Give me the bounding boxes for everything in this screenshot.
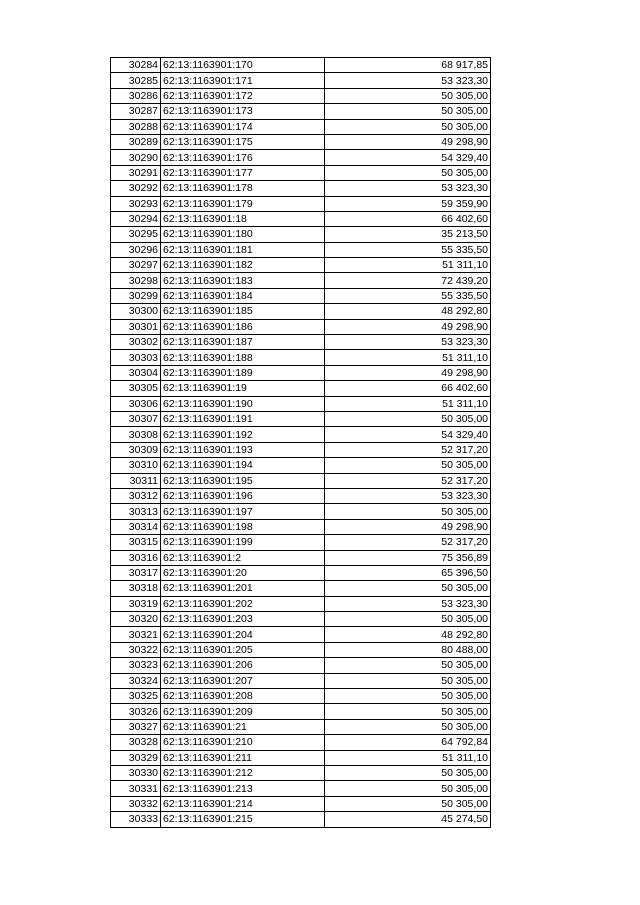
cadastral-value-cell: 50 305,00 (325, 796, 491, 811)
cadastral-value-cell: 66 402,60 (325, 211, 491, 226)
row-number-cell: 30306 (111, 396, 161, 411)
row-number-cell: 30298 (111, 273, 161, 288)
row-number-cell: 30320 (111, 612, 161, 627)
cadastral-number-cell: 62:13:1163901:199 (161, 535, 325, 550)
table-row (111, 119, 491, 134)
cadastral-number-cell: 62:13:1163901:208 (161, 689, 325, 704)
cadastral-value-cell: 45 274,50 (325, 812, 491, 827)
cadastral-value-cell: 49 298,90 (325, 319, 491, 334)
cadastral-value-cell: 65 396,50 (325, 565, 491, 580)
cadastral-value-cell: 50 305,00 (325, 411, 491, 426)
table-row (111, 196, 491, 211)
table-row (111, 627, 491, 642)
row-number-cell: 30317 (111, 565, 161, 580)
cadastral-value-cell: 50 305,00 (325, 581, 491, 596)
row-number-cell: 30289 (111, 134, 161, 149)
cadastral-value-cell: 50 305,00 (325, 719, 491, 734)
cadastral-number-cell: 62:13:1163901:202 (161, 596, 325, 611)
row-number-cell: 30322 (111, 642, 161, 657)
cadastral-number-cell: 62:13:1163901:212 (161, 765, 325, 780)
cadastral-value-cell: 48 292,80 (325, 304, 491, 319)
row-number-cell: 30299 (111, 288, 161, 303)
table-row (111, 519, 491, 534)
cadastral-number-cell: 62:13:1163901:205 (161, 642, 325, 657)
table-row (111, 673, 491, 688)
table-row (111, 273, 491, 288)
table-row (111, 104, 491, 119)
table-row (111, 735, 491, 750)
row-number-cell: 30315 (111, 535, 161, 550)
cadastral-value-cell: 55 335,50 (325, 288, 491, 303)
cadastral-number-cell: 62:13:1163901:174 (161, 119, 325, 134)
row-number-cell: 30288 (111, 119, 161, 134)
table-row (111, 242, 491, 257)
cadastral-number-cell: 62:13:1163901:21 (161, 719, 325, 734)
cadastral-number-cell: 62:13:1163901:182 (161, 258, 325, 273)
cadastral-value-cell: 52 317,20 (325, 535, 491, 550)
cadastral-value-cell: 50 305,00 (325, 458, 491, 473)
cadastral-value-cell: 54 329,40 (325, 427, 491, 442)
cadastral-number-cell: 62:13:1163901:175 (161, 134, 325, 149)
cadastral-value-cell: 53 323,30 (325, 181, 491, 196)
row-number-cell: 30304 (111, 365, 161, 380)
cadastral-number-cell: 62:13:1163901:20 (161, 565, 325, 580)
cadastral-number-cell: 62:13:1163901:184 (161, 288, 325, 303)
row-number-cell: 30332 (111, 796, 161, 811)
cadastral-number-cell: 62:13:1163901:211 (161, 750, 325, 765)
row-number-cell: 30318 (111, 581, 161, 596)
row-number-cell: 30302 (111, 335, 161, 350)
row-number-cell: 30321 (111, 627, 161, 642)
cadastral-number-cell: 62:13:1163901:183 (161, 273, 325, 288)
cadastral-value-cell: 59 359,90 (325, 196, 491, 211)
row-number-cell: 30300 (111, 304, 161, 319)
cadastral-value-cell: 50 305,00 (325, 165, 491, 180)
row-number-cell: 30333 (111, 812, 161, 827)
cadastral-value-cell: 50 305,00 (325, 119, 491, 134)
cadastral-number-cell: 62:13:1163901:19 (161, 381, 325, 396)
cadastral-number-cell: 62:13:1163901:206 (161, 658, 325, 673)
cadastral-number-cell: 62:13:1163901:192 (161, 427, 325, 442)
cadastral-value-cell: 48 292,80 (325, 627, 491, 642)
cadastral-value-cell: 49 298,90 (325, 365, 491, 380)
row-number-cell: 30327 (111, 719, 161, 734)
table-row (111, 812, 491, 827)
table-row (111, 335, 491, 350)
cadastral-number-cell: 62:13:1163901:191 (161, 411, 325, 426)
table-row (111, 781, 491, 796)
table-row (111, 165, 491, 180)
cadastral-number-cell: 62:13:1163901:2 (161, 550, 325, 565)
cadastral-value-cell: 51 311,10 (325, 258, 491, 273)
row-number-cell: 30291 (111, 165, 161, 180)
cadastral-value-cell: 53 323,30 (325, 73, 491, 88)
table-row (111, 181, 491, 196)
table-row (111, 150, 491, 165)
table-row (111, 304, 491, 319)
row-number-cell: 30309 (111, 442, 161, 457)
table-row (111, 227, 491, 242)
cadastral-value-cell: 80 488,00 (325, 642, 491, 657)
table-row (111, 504, 491, 519)
cadastral-number-cell: 62:13:1163901:203 (161, 612, 325, 627)
row-number-cell: 30328 (111, 735, 161, 750)
table-row (111, 411, 491, 426)
table-row (111, 642, 491, 657)
cadastral-number-cell: 62:13:1163901:180 (161, 227, 325, 242)
table-row (111, 550, 491, 565)
cadastral-number-cell: 62:13:1163901:194 (161, 458, 325, 473)
row-number-cell: 30305 (111, 381, 161, 396)
table-row (111, 58, 491, 73)
cadastral-value-cell: 50 305,00 (325, 104, 491, 119)
cadastral-number-cell: 62:13:1163901:177 (161, 165, 325, 180)
cadastral-number-cell: 62:13:1163901:189 (161, 365, 325, 380)
row-number-cell: 30314 (111, 519, 161, 534)
table-row (111, 427, 491, 442)
cadastral-number-cell: 62:13:1163901:193 (161, 442, 325, 457)
table-row (111, 612, 491, 627)
table-row (111, 719, 491, 734)
cadastral-value-cell: 35 213,50 (325, 227, 491, 242)
cadastral-value-cell: 52 317,20 (325, 442, 491, 457)
cadastral-value-cell: 49 298,90 (325, 519, 491, 534)
cadastral-value-cell: 66 402,60 (325, 381, 491, 396)
row-number-cell: 30295 (111, 227, 161, 242)
row-number-cell: 30311 (111, 473, 161, 488)
row-number-cell: 30331 (111, 781, 161, 796)
table-row (111, 211, 491, 226)
table-row (111, 689, 491, 704)
table-row (111, 73, 491, 88)
cadastral-value-cell: 75 356,89 (325, 550, 491, 565)
cadastral-number-cell: 62:13:1163901:172 (161, 88, 325, 103)
table-row (111, 288, 491, 303)
cadastral-value-cell: 50 305,00 (325, 612, 491, 627)
cadastral-number-cell: 62:13:1163901:176 (161, 150, 325, 165)
row-number-cell: 30325 (111, 689, 161, 704)
table-row (111, 596, 491, 611)
row-number-cell: 30308 (111, 427, 161, 442)
row-number-cell: 30287 (111, 104, 161, 119)
cadastral-value-cell: 50 305,00 (325, 504, 491, 519)
row-number-cell: 30293 (111, 196, 161, 211)
cadastral-value-cell: 51 311,10 (325, 350, 491, 365)
table-row (111, 458, 491, 473)
row-number-cell: 30330 (111, 765, 161, 780)
row-number-cell: 30285 (111, 73, 161, 88)
cadastral-value-cell: 50 305,00 (325, 658, 491, 673)
row-number-cell: 30297 (111, 258, 161, 273)
table-row (111, 319, 491, 334)
row-number-cell: 30284 (111, 58, 161, 73)
cadastral-number-cell: 62:13:1163901:195 (161, 473, 325, 488)
cadastral-number-cell: 62:13:1163901:214 (161, 796, 325, 811)
cadastral-number-cell: 62:13:1163901:196 (161, 488, 325, 503)
cadastral-value-cell: 50 305,00 (325, 765, 491, 780)
cadastral-number-cell: 62:13:1163901:18 (161, 211, 325, 226)
cadastral-number-cell: 62:13:1163901:181 (161, 242, 325, 257)
cadastral-number-cell: 62:13:1163901:215 (161, 812, 325, 827)
row-number-cell: 30319 (111, 596, 161, 611)
cadastral-number-cell: 62:13:1163901:198 (161, 519, 325, 534)
cadastral-value-cell: 51 311,10 (325, 750, 491, 765)
table-row (111, 488, 491, 503)
table-row (111, 442, 491, 457)
cadastral-number-cell: 62:13:1163901:204 (161, 627, 325, 642)
table-row (111, 473, 491, 488)
row-number-cell: 30329 (111, 750, 161, 765)
row-number-cell: 30324 (111, 673, 161, 688)
cadastral-number-cell: 62:13:1163901:186 (161, 319, 325, 334)
row-number-cell: 30292 (111, 181, 161, 196)
row-number-cell: 30316 (111, 550, 161, 565)
table-row (111, 88, 491, 103)
cadastral-value-cell: 50 305,00 (325, 704, 491, 719)
cadastral-value-cell: 49 298,90 (325, 134, 491, 149)
table-row (111, 396, 491, 411)
cadastral-number-cell: 62:13:1163901:207 (161, 673, 325, 688)
row-number-cell: 30323 (111, 658, 161, 673)
cadastral-value-cell: 51 311,10 (325, 396, 491, 411)
cadastral-value-cell: 53 323,30 (325, 596, 491, 611)
cadastral-number-cell: 62:13:1163901:185 (161, 304, 325, 319)
row-number-cell: 30326 (111, 704, 161, 719)
table-row (111, 658, 491, 673)
table-row (111, 796, 491, 811)
table-row (111, 765, 491, 780)
cadastral-value-cell: 53 323,30 (325, 335, 491, 350)
row-number-cell: 30303 (111, 350, 161, 365)
cadastral-value-cell: 50 305,00 (325, 88, 491, 103)
cadastral-number-cell: 62:13:1163901:190 (161, 396, 325, 411)
cadastral-number-cell: 62:13:1163901:197 (161, 504, 325, 519)
row-number-cell: 30301 (111, 319, 161, 334)
table-row (111, 258, 491, 273)
cadastral-number-cell: 62:13:1163901:210 (161, 735, 325, 750)
table-body (111, 58, 491, 828)
row-number-cell: 30307 (111, 411, 161, 426)
cadastral-number-cell: 62:13:1163901:170 (161, 58, 325, 73)
cadastral-number-cell: 62:13:1163901:179 (161, 196, 325, 211)
cadastral-number-cell: 62:13:1163901:201 (161, 581, 325, 596)
cadastral-value-cell: 50 305,00 (325, 673, 491, 688)
table-row (111, 704, 491, 719)
table-row (111, 350, 491, 365)
row-number-cell: 30286 (111, 88, 161, 103)
row-number-cell: 30296 (111, 242, 161, 257)
cadastral-number-cell: 62:13:1163901:178 (161, 181, 325, 196)
cadastral-number-cell: 62:13:1163901:188 (161, 350, 325, 365)
table-row (111, 581, 491, 596)
row-number-cell: 30313 (111, 504, 161, 519)
table-row (111, 381, 491, 396)
row-number-cell: 30312 (111, 488, 161, 503)
row-number-cell: 30290 (111, 150, 161, 165)
cadastral-value-cell: 50 305,00 (325, 689, 491, 704)
row-number-cell: 30294 (111, 211, 161, 226)
cadastral-value-cell: 64 792,84 (325, 735, 491, 750)
cadastral-number-cell: 62:13:1163901:213 (161, 781, 325, 796)
table-row (111, 750, 491, 765)
cadastral-number-cell: 62:13:1163901:171 (161, 73, 325, 88)
table-row (111, 535, 491, 550)
row-number-cell: 30310 (111, 458, 161, 473)
cadastral-number-cell: 62:13:1163901:173 (161, 104, 325, 119)
cadastral-number-cell: 62:13:1163901:209 (161, 704, 325, 719)
cadastral-value-cell: 52 317,20 (325, 473, 491, 488)
cadastral-value-table (110, 57, 491, 828)
cadastral-value-cell: 50 305,00 (325, 781, 491, 796)
cadastral-value-cell: 68 917,85 (325, 58, 491, 73)
table-row (111, 565, 491, 580)
cadastral-number-cell: 62:13:1163901:187 (161, 335, 325, 350)
table-row (111, 134, 491, 149)
cadastral-value-cell: 55 335,50 (325, 242, 491, 257)
cadastral-value-cell: 54 329,40 (325, 150, 491, 165)
cadastral-value-cell: 53 323,30 (325, 488, 491, 503)
cadastral-value-cell: 72 439,20 (325, 273, 491, 288)
table-row (111, 365, 491, 380)
